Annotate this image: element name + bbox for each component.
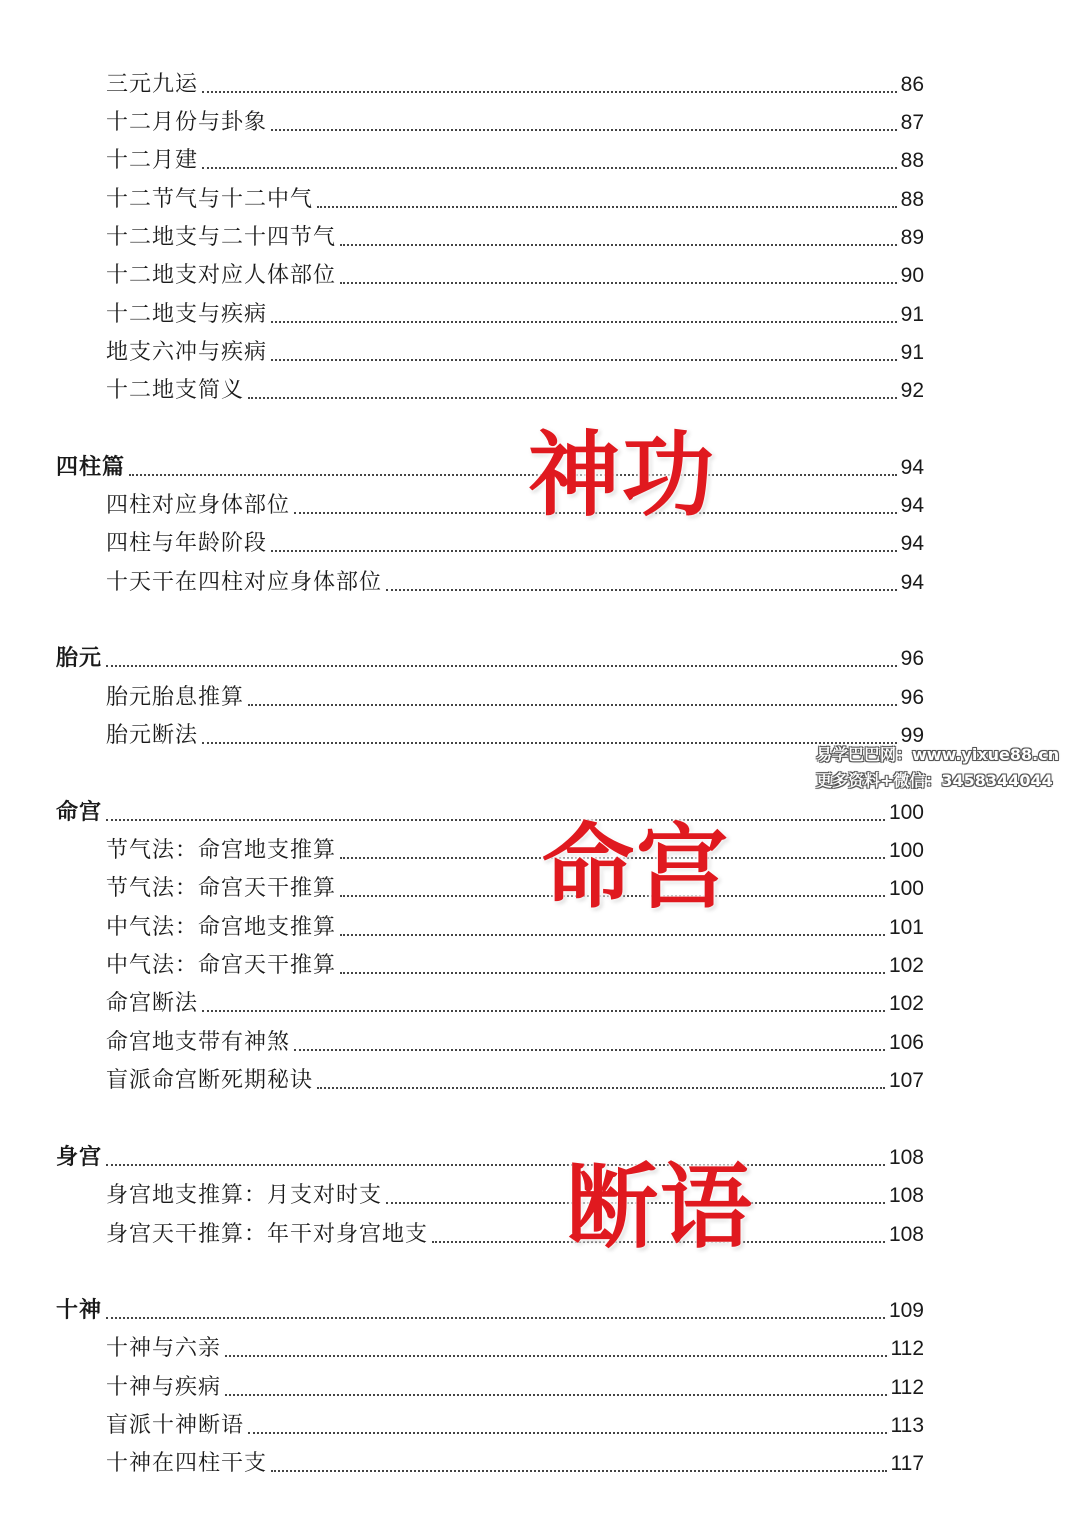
dot-leader	[271, 1469, 887, 1472]
toc-page-number: 94	[900, 494, 924, 517]
toc-section-title: 十神	[56, 1298, 103, 1323]
toc-entry	[106, 911, 924, 945]
toc-entry	[106, 221, 924, 255]
toc-entry	[106, 374, 924, 408]
toc-page-number: 108	[888, 1146, 924, 1169]
dot-leader	[340, 933, 885, 936]
toc-entry-title: 命宫地支带有神煞	[106, 1030, 291, 1055]
toc-entry-title: 十二月建	[106, 148, 199, 173]
toc-page-number: 106	[888, 1031, 924, 1054]
toc-page-number: 108	[888, 1223, 924, 1246]
dot-leader	[340, 243, 897, 246]
toc-entry	[106, 681, 924, 715]
toc-page-number: 101	[888, 916, 924, 939]
toc-entry	[106, 336, 924, 370]
toc-entry-title: 十二地支对应人体部位	[106, 263, 337, 288]
dot-leader	[202, 166, 897, 169]
dot-leader	[202, 1009, 885, 1012]
dot-leader	[129, 473, 897, 476]
toc-entry-title: 地支六冲与疾病	[106, 340, 268, 365]
toc-entry-title: 中气法：命宫天干推算	[106, 953, 337, 978]
toc-page-number: 100	[888, 877, 924, 900]
toc-page-number: 87	[900, 111, 924, 134]
toc-entry-title: 身宫天干推算：年干对身宫地支	[106, 1222, 429, 1247]
toc-section-title: 胎元	[56, 646, 103, 671]
dot-leader	[106, 1163, 885, 1166]
toc-entry	[106, 987, 924, 1021]
toc-entry	[106, 719, 924, 753]
toc-entry-title: 三元九运	[106, 72, 199, 97]
toc-entry-title: 十二月份与卦象	[106, 110, 268, 135]
toc-entry-title: 节气法：命宫天干推算	[106, 876, 337, 901]
toc-entry-title: 盲派十神断语	[106, 1413, 245, 1438]
watermark-line-1: 易学巴巴网：www.yixue88.cn	[816, 745, 1060, 764]
toc-entry-title: 胎元胎息推算	[106, 685, 245, 710]
dot-leader	[106, 818, 885, 821]
dot-leader	[202, 741, 897, 744]
toc-section-heading	[56, 451, 924, 485]
watermark-line-2: 更多资料+微信：3458344044	[816, 771, 1053, 790]
dot-leader	[106, 664, 897, 667]
toc-page-number: 96	[900, 686, 924, 709]
dot-leader	[340, 281, 897, 284]
dot-leader	[317, 1086, 885, 1089]
toc-page-number: 89	[900, 226, 924, 249]
toc-entry-title: 节气法：命宫地支推算	[106, 838, 337, 863]
toc-entry-title: 胎元断法	[106, 723, 199, 748]
dot-leader	[271, 549, 897, 552]
toc-page-number: 109	[888, 1299, 924, 1322]
toc-entry-title: 命宫断法	[106, 991, 199, 1016]
toc-section-heading	[56, 796, 924, 830]
toc-page-number: 94	[900, 532, 924, 555]
toc-page-number: 102	[888, 992, 924, 1015]
toc-entry-title: 十神在四柱干支	[106, 1451, 268, 1476]
toc-entry-title: 十二地支简义	[106, 378, 245, 403]
toc-entry	[106, 834, 924, 868]
toc-entry	[106, 489, 924, 523]
dot-leader	[248, 396, 897, 399]
toc-page-number: 91	[900, 341, 924, 364]
toc-entry	[106, 68, 924, 102]
toc-page-number: 92	[900, 379, 924, 402]
toc-entry	[106, 298, 924, 332]
toc-entry-title: 中气法：命宫地支推算	[106, 915, 337, 940]
toc-section-title: 身宫	[56, 1145, 103, 1170]
toc-page-number: 99	[900, 724, 924, 747]
toc-entry	[106, 872, 924, 906]
toc-entry	[106, 1409, 924, 1443]
toc-entry	[106, 1371, 924, 1405]
toc-page-number: 117	[890, 1452, 924, 1475]
toc-entry	[106, 1447, 924, 1481]
red-overlay-stamp-2: 命宫	[542, 814, 731, 921]
toc-entry	[106, 1332, 924, 1366]
toc-entry	[106, 566, 924, 600]
red-overlay-stamp-3: 断语	[566, 1154, 755, 1261]
dot-leader	[294, 1048, 885, 1051]
toc-entry	[106, 1064, 924, 1098]
toc-entry-title: 四柱对应身体部位	[106, 493, 291, 518]
dot-leader	[271, 128, 897, 131]
dot-leader	[271, 320, 897, 323]
toc-entry-title: 十天干在四柱对应身体部位	[106, 570, 383, 595]
toc-entry	[106, 259, 924, 293]
toc-entry-title: 盲派命宫断死期秘诀	[106, 1068, 314, 1093]
toc-page-number: 112	[890, 1337, 924, 1360]
dot-leader	[106, 1316, 885, 1319]
toc-entry-title: 身宫地支推算：月支对时支	[106, 1183, 383, 1208]
toc-entry	[106, 949, 924, 983]
toc-entry	[106, 1218, 924, 1252]
toc-page-number: 90	[900, 264, 924, 287]
toc-section-heading	[56, 642, 924, 676]
dot-leader	[317, 205, 897, 208]
toc-page-number: 91	[900, 303, 924, 326]
toc-section-heading	[56, 1141, 924, 1175]
toc-section-title: 命宫	[56, 800, 103, 825]
toc-page-number: 96	[900, 647, 924, 670]
toc-page-number: 107	[888, 1069, 924, 1092]
toc-page-number: 113	[890, 1414, 924, 1437]
toc-entry	[106, 183, 924, 217]
toc-entry	[106, 1026, 924, 1060]
dot-leader	[202, 90, 897, 93]
toc-page-number: 108	[888, 1184, 924, 1207]
toc-entry-title: 十神与疾病	[106, 1375, 222, 1400]
red-overlay-stamp-1: 神功	[528, 422, 717, 529]
toc-section-title: 四柱篇	[56, 455, 126, 480]
dot-leader	[248, 703, 897, 706]
toc-entry	[106, 106, 924, 140]
toc-page-number: 94	[900, 456, 924, 479]
toc-page-number: 86	[900, 73, 924, 96]
dot-leader	[248, 1431, 887, 1434]
dot-leader	[386, 588, 897, 591]
toc-page-number: 112	[890, 1376, 924, 1399]
toc-entry-title: 十神与六亲	[106, 1336, 222, 1361]
dot-leader	[225, 1393, 887, 1396]
toc-entry	[106, 144, 924, 178]
toc-page-number: 100	[888, 801, 924, 824]
toc-section-heading	[56, 1294, 924, 1328]
dot-leader	[225, 1354, 887, 1357]
toc-page-number: 94	[900, 571, 924, 594]
toc-entry-title: 十二节气与十二中气	[106, 187, 314, 212]
toc-entry-title: 十二地支与疾病	[106, 302, 268, 327]
toc-entry-title: 十二地支与二十四节气	[106, 225, 337, 250]
dot-leader	[271, 358, 897, 361]
toc-page-number: 88	[900, 149, 924, 172]
toc-page-number: 88	[900, 188, 924, 211]
dot-leader	[340, 971, 885, 974]
toc-entry	[106, 1179, 924, 1213]
toc-entry-title: 四柱与年龄阶段	[106, 531, 268, 556]
toc-entry	[106, 527, 924, 561]
toc-page-number: 102	[888, 954, 924, 977]
toc-page-number: 100	[888, 839, 924, 862]
